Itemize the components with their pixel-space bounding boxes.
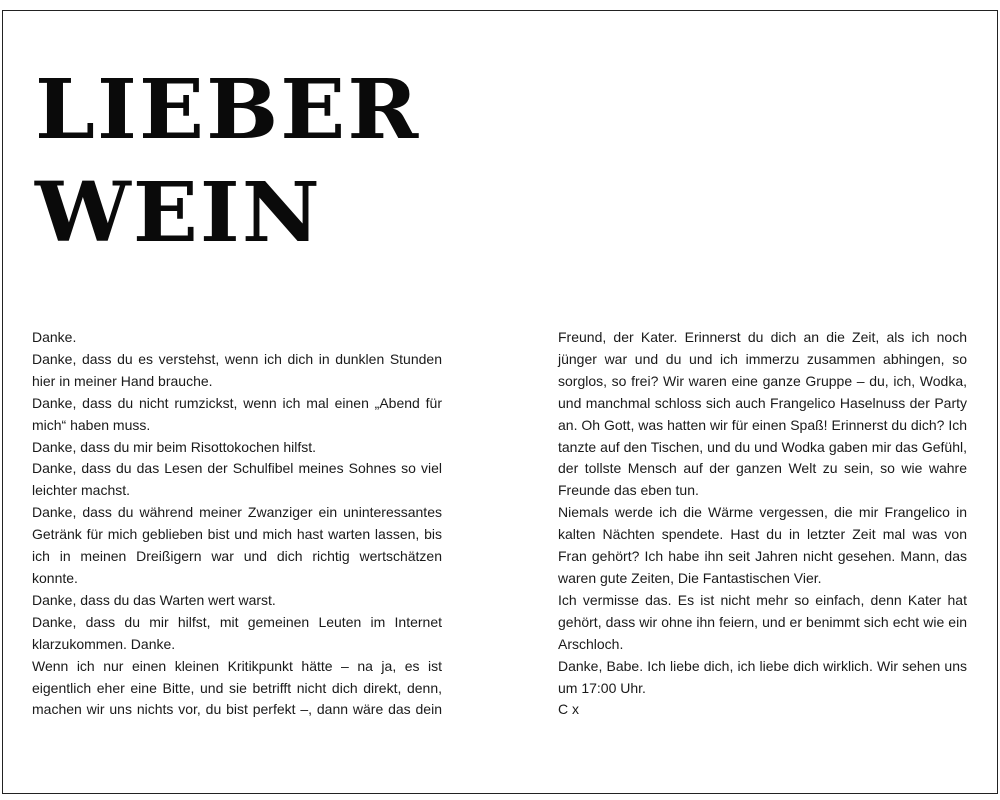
paragraph: Danke, dass du das Warten wert warst. [32,591,276,608]
paragraph: Niemals werde ich die Wärme vergessen, die mir Frangelico in kalten Nächten spendete. Hast du in letzter Zeit mal was von Fran gehört? Ich habe ihn seit Jahren nicht gesehen. Mann, das waren gute Zeiten, Die Fantastischen Vier. [558,504,967,586]
paragraph: Danke, dass du das Lesen der Schulfibel meines Sohnes so viel leichter machst. [32,460,442,499]
paragraph: Danke, dass du während meiner Zwanziger ein uninteressantes Getränk für mich geblieben bist und mich hast warten lassen, bis ich in meinen Dreißigern war und dich richtig wertschätzen konnte. [32,504,442,586]
title-line-2: WEIN [35,165,322,261]
paragraph: Danke, dass du es verstehst, wenn ich dich in dunklen Stunden hier in meiner Hand brauche. [32,350,442,389]
paragraph: Danke. [32,329,77,345]
right-text-column [558,327,967,721]
paragraph: Ich vermisse das. Es ist nicht mehr so einfach, denn Kater hat gehört, dass wir ohne ihn feiern, und er benimmt sich echt wie ein Arschloch. [558,591,967,652]
paragraph: Freund, der Kater. Erinnerst du dich an die Zeit, als ich noch jünger war und du und ich immerzu zusammen abhingen, so sorglos, so frei? Wir waren eine ganze Gruppe – du, ich, Wodka, und manchmal schloss sich auch Frangelico Haselnuss der Party an. Oh Gott, was hatten wir für einen Spaß! Erinnerst du dich? Ich tanzte auf den Tischen, und du und Wodka gaben mir das Gefühl, der tollste Mensch auf der ganzen Welt zu sein, so wie wahre Freunde das eben tun. [558,329,967,499]
title-line-1: LIEBER [35,62,421,158]
book-page [2,10,998,794]
paragraph: Danke, dass du nicht rumzickst, wenn ich mal einen „Abend für mich“ haben muss. [32,394,442,433]
left-text-column [32,327,442,721]
signature: C x [558,701,579,718]
paragraph: Danke, dass du mir beim Risottokochen hilfst. [32,438,317,455]
page-title [35,59,420,265]
paragraph: Danke, dass du mir hilfst, mit gemeinen Leuten im Internet klarzukommen. Danke. [32,613,442,652]
paragraph: Wenn ich nur einen kleinen Kritikpunkt hätte – na ja, es ist eigentlich eher eine Bitte, und sie betrifft nicht dich direkt, denn, machen wir uns nichts vor, du bist perfekt –, dann wäre das dein [32,657,442,718]
paragraph: Danke, Babe. Ich liebe dich, ich liebe dich wirklich. Wir sehen uns um 17:00 Uhr. [558,657,967,696]
